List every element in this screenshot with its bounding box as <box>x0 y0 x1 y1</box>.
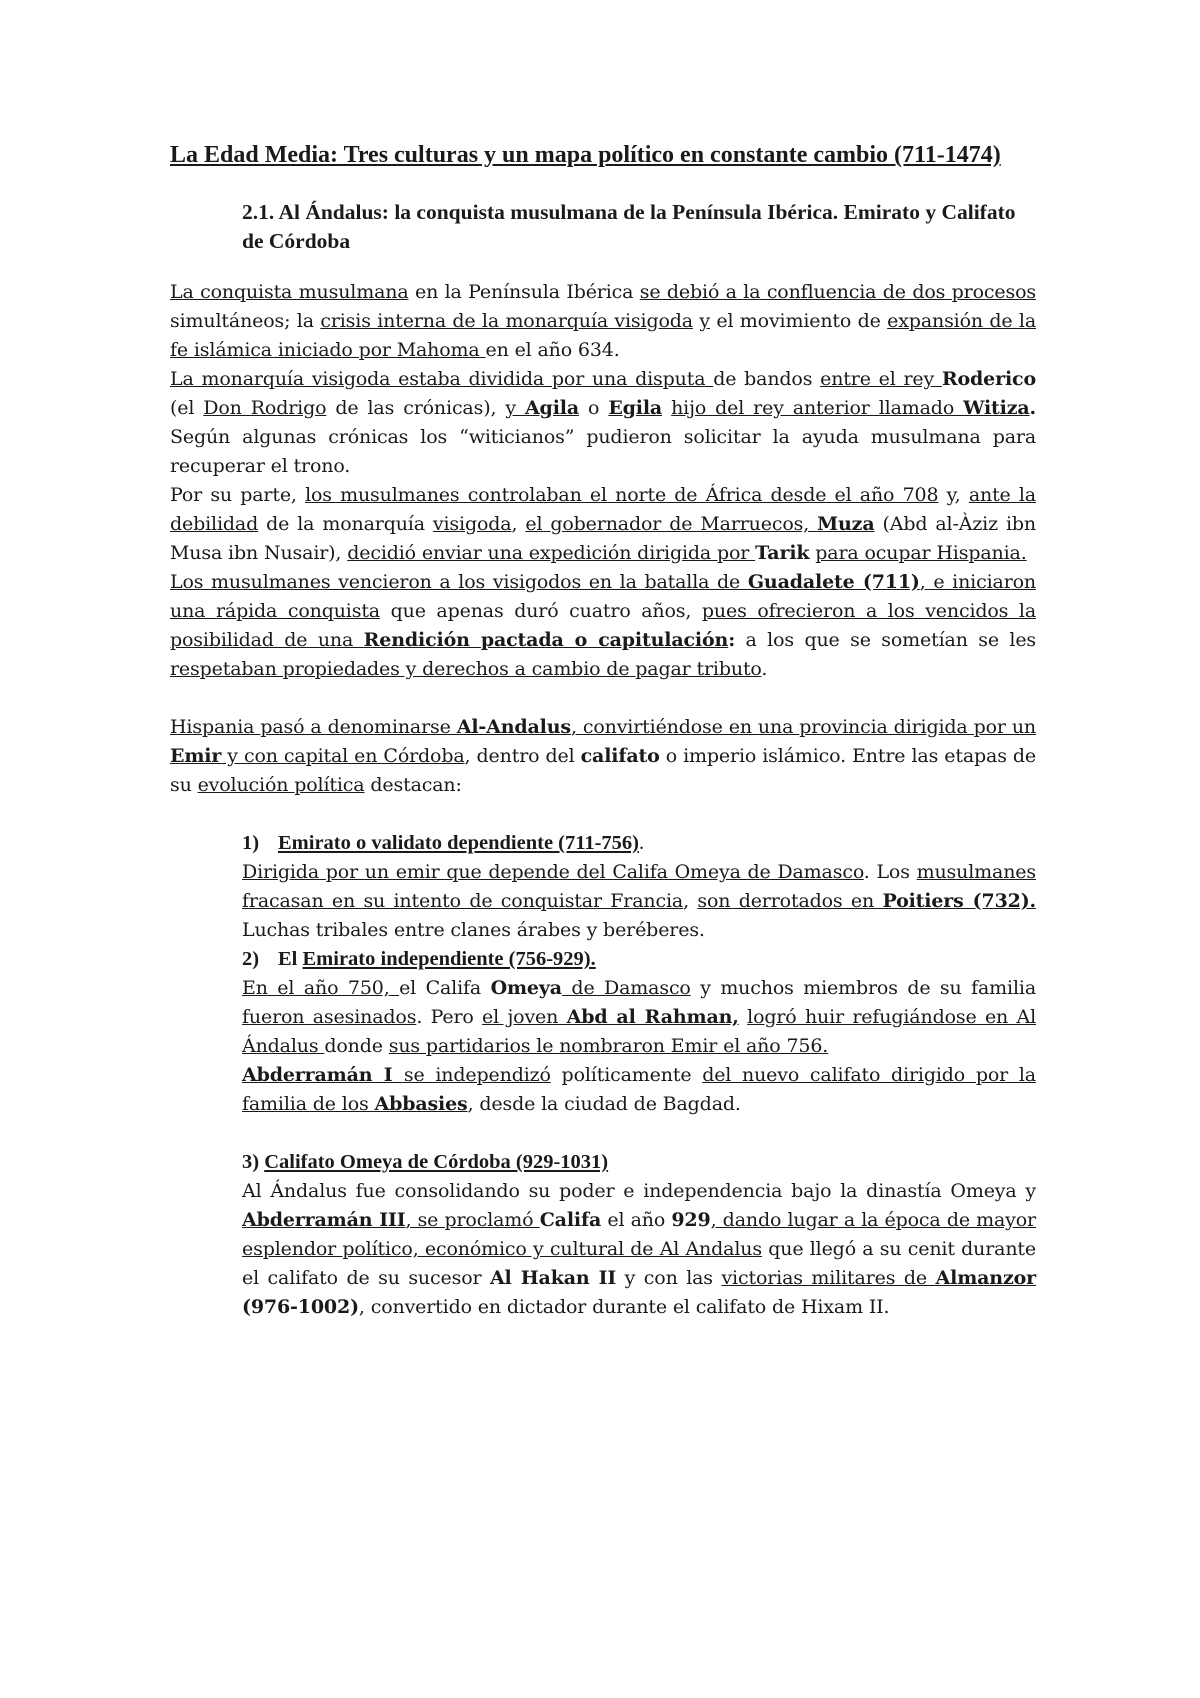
paragraph-al-andalus: Hispania pasó a denominarse Al-Andalus, convirtiéndose en una provincia dirigida por un Emir y con capital en Córdoba, dentro del califato o imperio islámico. Entre las etapas de su evolución política destacan: <box>170 716 1037 796</box>
stage-2-text: En el año 750, el Califa Omeya de Damasco y muchos miembros de su familia fueron asesinados. Pero el joven Abd al Rahman, logró huir refugiándose en Al Ándalus donde sus partidarios le nombraron Emir el año 756. <box>242 977 1036 1057</box>
paragraph-guadalete: Los musulmanes vencieron a los visigodos en la batalla de Guadalete (711), e iniciaron una rápida conquista que apenas duró cuatro años, pues ofrecieron a los vencidos la posibilidad de una Rendición pactada o capitulación: a los que se sometían se les respetaban propiedades y derechos a cambio de pagar tributo. <box>170 571 1037 680</box>
paragraph-conquest-causes: La conquista musulmana en la Península Ibérica se debió a la confluencia de dos procesos simultáneos; la crisis interna de la monarquía visigoda y el movimiento de expansión de la fe islámica iniciado por Mahoma en el año 634. <box>170 281 1037 361</box>
spacer <box>170 684 1036 713</box>
stage-1-heading: 1) Emirato o validato dependiente (711-756). <box>242 832 645 854</box>
stage-1-text: Dirigida por un emir que depende del Califa Omeya de Damasco. Los musulmanes fracasan en su intento de conquistar Francia, son derrotados en Poitiers (732). Luchas tribales entre clanes árabes y beréberes. <box>242 861 1037 941</box>
document-body <box>170 140 1036 1322</box>
spacer <box>170 800 1036 829</box>
stage-3-heading: 3) Califato Omeya de Córdoba (929-1031) <box>242 1151 609 1173</box>
stage-2-heading: 2) El Emirato independiente (756-929). <box>242 948 596 970</box>
paragraph-muslim-expedition: Por su parte, los musulmanes controlaban el norte de África desde el año 708 y, ante la debilidad de la monarquía visigoda, el gobernador de Marruecos, Muza (Abd al-Àziz ibn Musa ibn Nusair), decidió enviar una expedición dirigida por Tarik para ocupar Hispania. <box>170 484 1036 564</box>
section-subtitle: 2.1. Al Ándalus: la conquista musulmana de la Península Ibérica. Emirato y Califato de Córdoba <box>242 200 1016 253</box>
spacer <box>170 1119 1036 1148</box>
stage-3-text: Al Ándalus fue consolidando su poder e independencia bajo la dinastía Omeya y Abderramán III, se proclamó Califa el año 929, dando lugar a la época de mayor esplendor político, económico y cultural de Al Andalus que llegó a su cenit durante el califato de su sucesor Al Hakan II y con las victorias militares de Almanzor (976-1002), convertido en dictador durante el califato de Hixam II. <box>242 1180 1036 1318</box>
paragraph-visigoth-dispute: La monarquía visigoda estaba dividida por una disputa de bandos entre el rey Roderico (el Don Rodrigo de las crónicas), y Agila o Egila hijo del rey anterior llamado Witiza. Según algunas crónicas los “witicianos” pudieron solicitar la ayuda musulmana para recuperar el trono. <box>170 368 1036 477</box>
document-title: La Edad Media: Tres culturas y un mapa político en constante cambio (711-1474) <box>170 142 1001 168</box>
stage-2-text-abderraman: Abderramán I se independizó políticamente del nuevo califato dirigido por la familia de los Abbasies, desde la ciudad de Bagdad. <box>242 1064 1036 1115</box>
